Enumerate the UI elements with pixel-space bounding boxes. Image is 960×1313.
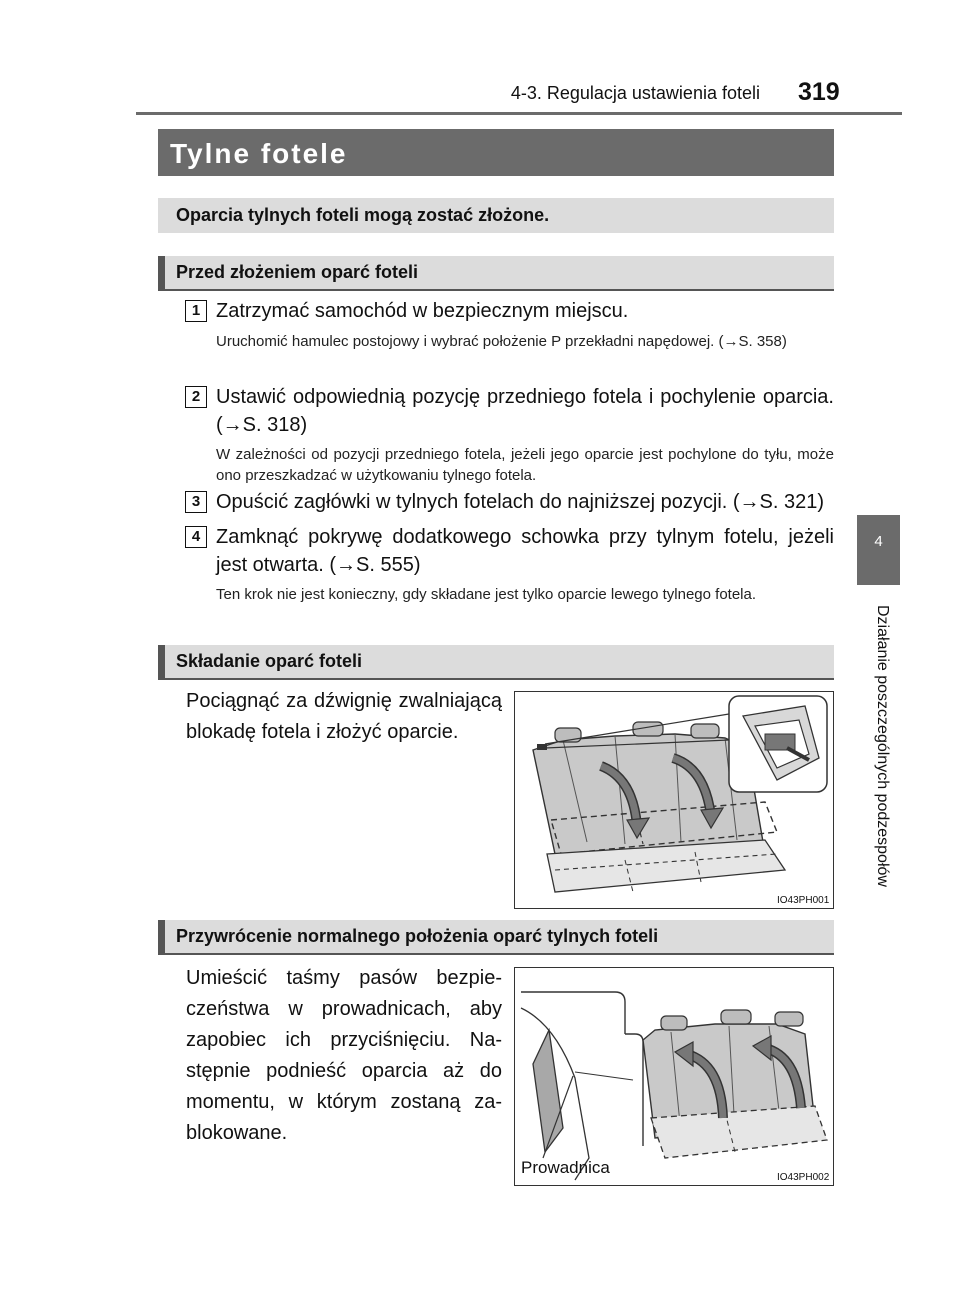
folding-heading: Składanie oparć foteli [176,651,363,671]
intro-text: Oparcia tylnych foteli mogą zostać złożone. [176,205,550,225]
page-number: 319 [798,78,840,106]
chapter-tab [857,515,900,585]
folding-seat-illustration [515,692,832,907]
step-text-3: Opuścić zagłówki w tylnych fotelach do najniższej pozycji. (→S. 321) [216,491,825,513]
step-number-3: 3 [185,491,207,513]
folding-figure-code: IO43PH001 [777,895,830,906]
step-number-2: 2 [185,386,207,408]
restoring-seat-illustration [515,968,832,1184]
header-section-title: 4-3. Regulacja ustawienia foteli [510,83,760,103]
step-number-1: 1 [185,300,207,322]
before-folding-heading: Przed złożeniem oparć foteli [176,262,419,282]
step-text-1: Zatrzymać samochód w bezpiecznym miejscu. [216,300,629,322]
step-note-2: W zależności od pozycji przedniego fotela, jeżeli jego oparcie jest pochylone do tyłu, może ono przeszkadzać w użytkowaniu tylnego fotela. [216,446,834,484]
restoring-accent [158,920,165,953]
chapter-tab-number: 4 [874,533,883,550]
step-number-4: 4 [185,526,207,548]
header-divider [136,112,902,115]
restoring-figure [514,967,834,1186]
folding-instruction: Pociągnąć za dźwignię zwalniającą blokadę fotela i złożyć oparcie. [186,690,502,743]
step-note-4: Ten krok nie jest konieczny, gdy składane jest tylko oparcie lewego tylnego fotela. [216,586,757,603]
folding-accent [158,645,165,678]
restoring-figure-code: IO43PH002 [777,1172,830,1183]
page-title: Tylne fotele [170,138,348,169]
folding-underline [158,678,834,680]
chapter-tab-title: Działanie poszczególnych podzespołów [874,605,891,887]
restoring-heading: Przywrócenie normalnego położenia oparć tylnych foteli [176,926,659,946]
before-folding-accent [158,256,165,289]
restoring-instruction: Umieścić taśmy pasów bezpieczeństwa w prowadnicach, aby zapobiec ich przyciśnięciu. Następnie podnieść oparcia aż do momentu, w którym zostaną zablokowane. [186,967,502,1144]
before-folding-underline [158,289,834,291]
guide-label: Prowadnica [521,1158,610,1177]
step-note-1: Uruchomić hamulec postojowy i wybrać położenie P przekładni napędowej. (→S. 358) [216,333,787,350]
step-text-2: Ustawić odpowiednią pozycję przedniego fotela i pochylenie oparcia. (→S. 318) [216,386,834,436]
step-text-4: Zamknąć pokrywę dodatkowego schowka przy tylnym fotelu, jeżeli jest otwarta. (→S. 555) [216,526,834,576]
restoring-underline [158,953,834,955]
folding-figure [514,691,834,909]
